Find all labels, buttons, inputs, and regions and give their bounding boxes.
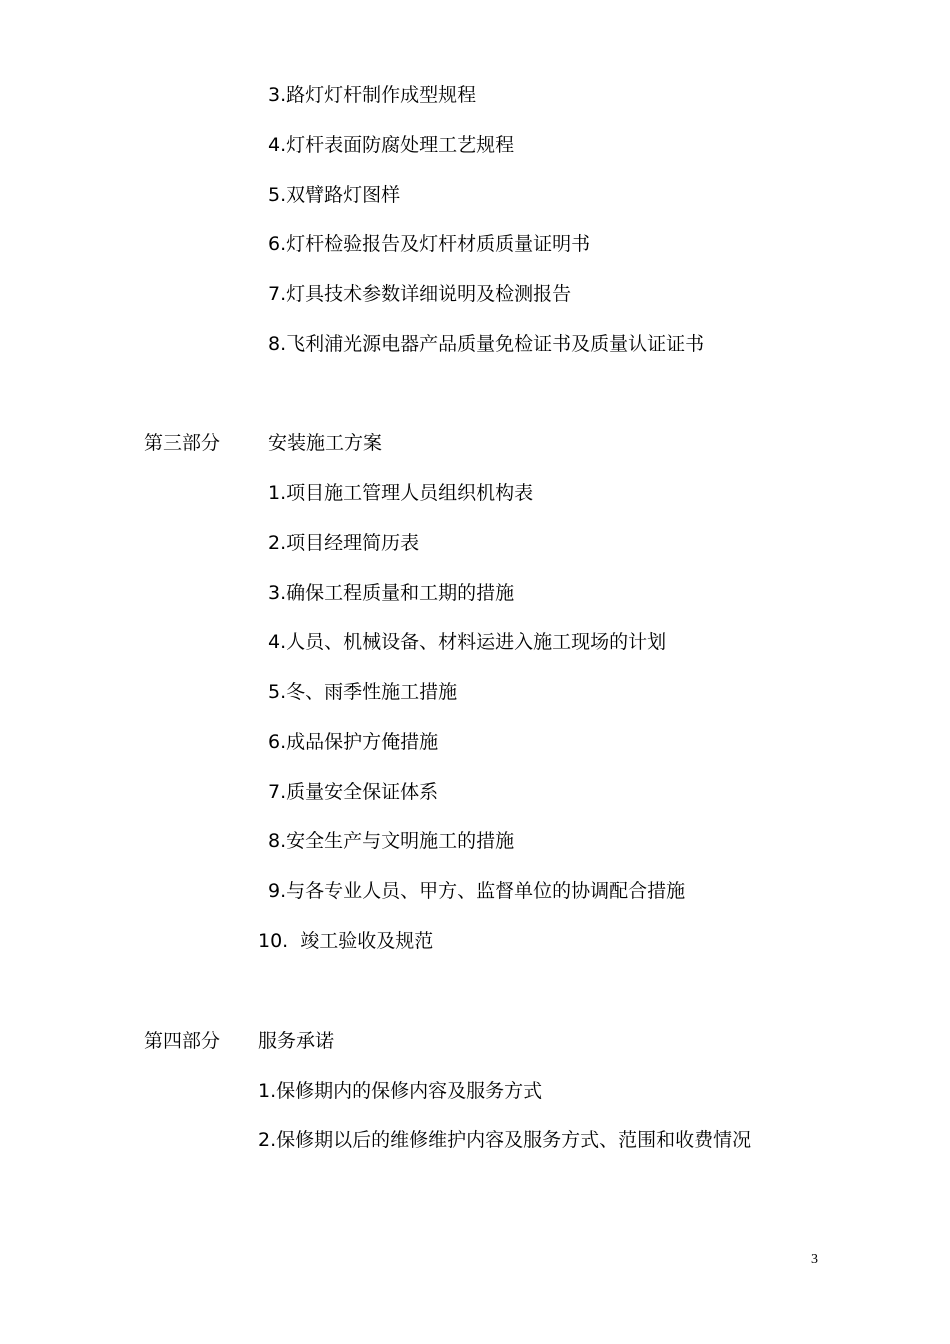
list-item: 3.确保工程质量和工期的措施 — [268, 582, 515, 604]
list-item: 9.与各专业人员、甲方、监督单位的协调配合措施 — [268, 880, 686, 902]
list-item: 5.双臂路灯图样 — [268, 184, 401, 206]
page-number: 3 — [811, 1252, 818, 1267]
list-item: 2.保修期以后的维修维护内容及服务方式、范围和收费情况 — [258, 1129, 752, 1151]
list-item: 1.项目施工管理人员组织机构表 — [268, 482, 534, 504]
list-item: 8.安全生产与文明施工的措施 — [268, 830, 515, 852]
list-item: 3.路灯灯杆制作成型规程 — [268, 84, 477, 106]
list-item: 7.质量安全保证体系 — [268, 781, 439, 803]
list-item: 6.灯杆检验报告及灯杆材质质量证明书 — [268, 233, 591, 255]
list-item: 2.项目经理简历表 — [268, 532, 420, 554]
list-item: 6.成品保护方俺措施 — [268, 731, 439, 753]
list-item: 10. 竣工验收及规范 — [258, 930, 434, 952]
list-item: 1.保修期内的保修内容及服务方式 — [258, 1080, 543, 1102]
list-item: 5.冬、雨季性施工措施 — [268, 681, 458, 703]
list-item: 8.飞利浦光源电器产品质量免检证书及质量认证证书 — [268, 333, 705, 355]
list-item: 4.人员、机械设备、材料运进入施工现场的计划 — [268, 631, 667, 653]
part4-label: 第四部分 — [144, 1030, 221, 1052]
list-item: 4.灯杆表面防腐处理工艺规程 — [268, 134, 515, 156]
part3-label: 第三部分 — [144, 432, 221, 454]
list-item: 7.灯具技术参数详细说明及检测报告 — [268, 283, 572, 305]
part4-title: 服务承诺 — [258, 1030, 335, 1052]
part3-title: 安装施工方案 — [268, 432, 383, 454]
